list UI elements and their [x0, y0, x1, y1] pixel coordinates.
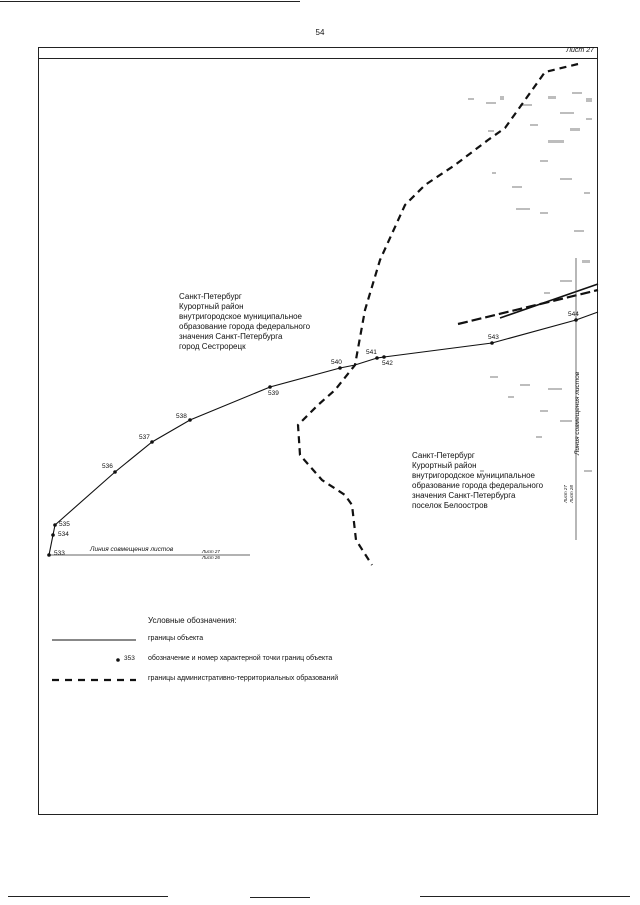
region-left-line: внутригородское муниципальное [179, 312, 303, 321]
top-edge-line [0, 1, 300, 2]
point-541 [375, 356, 379, 360]
legend-point-number: 353 [124, 655, 135, 662]
region-label-beloostrov [412, 451, 543, 511]
point-538 [188, 418, 192, 422]
object-boundary-line [49, 312, 598, 555]
point-label-534: 534 [58, 531, 69, 538]
legend-object-boundary: границы объекта [148, 635, 204, 642]
junction-sheet-top: Лист 27 [202, 549, 220, 554]
bottom-edge-line [8, 896, 168, 897]
bottom-edge-line [420, 896, 630, 897]
region-left-line: Санкт-Петербург [179, 292, 242, 301]
legend-point-description: обозначение и номер характерной точки границ объекта [148, 655, 333, 662]
region-left-line: значения Санкт-Петербурга [179, 332, 283, 341]
bottom-edge-line [250, 897, 310, 898]
junction-label-bottom: Линия совмещения листов [90, 546, 174, 553]
region-right-line: образование города федерального [412, 481, 544, 490]
boundary-points [47, 318, 578, 557]
region-left-line: город Сестрорецк [179, 342, 246, 351]
junction-sheets-bottom [202, 549, 220, 561]
region-left-line: Курортный район [179, 302, 244, 311]
page-number: 54 [315, 28, 325, 37]
sheet-label: Лист 27 [566, 47, 594, 54]
point-label-543: 543 [488, 334, 499, 341]
point-label-536: 536 [102, 463, 113, 470]
point-540 [338, 366, 342, 370]
point-542 [382, 355, 386, 359]
junction-label-right: Линия совмещения листов [574, 371, 582, 456]
legend-admin-boundary: границы административно-территориальных образований [148, 675, 339, 682]
point-543 [490, 341, 494, 345]
point-544 [574, 318, 578, 322]
point-533 [47, 553, 51, 557]
point-label-540: 540 [331, 359, 342, 366]
point-535 [53, 523, 57, 527]
point-label-537: 537 [139, 434, 150, 441]
legend-point-sample [116, 658, 120, 662]
region-right-line: значения Санкт-Петербурга [412, 491, 516, 500]
region-right-line: поселок Белоостров [412, 501, 488, 510]
region-left-line: образование города федерального [179, 322, 311, 331]
point-label-544: 544 [568, 311, 579, 318]
point-534 [51, 533, 55, 537]
point-label-535: 535 [59, 521, 70, 528]
region-right-line: Курортный район [412, 461, 477, 470]
region-right-line: внутригородское муниципальное [412, 471, 536, 480]
point-label-541: 541 [366, 349, 377, 356]
point-label-538: 538 [176, 413, 187, 420]
point-537 [150, 440, 154, 444]
point-label-542: 542 [382, 360, 393, 367]
junction-sheet-bottom: Лист 26 [202, 555, 220, 560]
junction-sheets-right [563, 485, 575, 503]
point-label-533: 533 [54, 550, 65, 557]
point-539 [268, 385, 272, 389]
region-right-line: Санкт-Петербург [412, 451, 475, 460]
junction-sheet-bottom: Лист 28 [568, 485, 574, 503]
legend-title: Условные обозначения: [148, 616, 237, 625]
point-label-539: 539 [268, 390, 279, 397]
junction-sheet-top: Лист 27 [562, 485, 568, 503]
region-label-sestroretsk [179, 292, 310, 352]
point-536 [113, 470, 117, 474]
